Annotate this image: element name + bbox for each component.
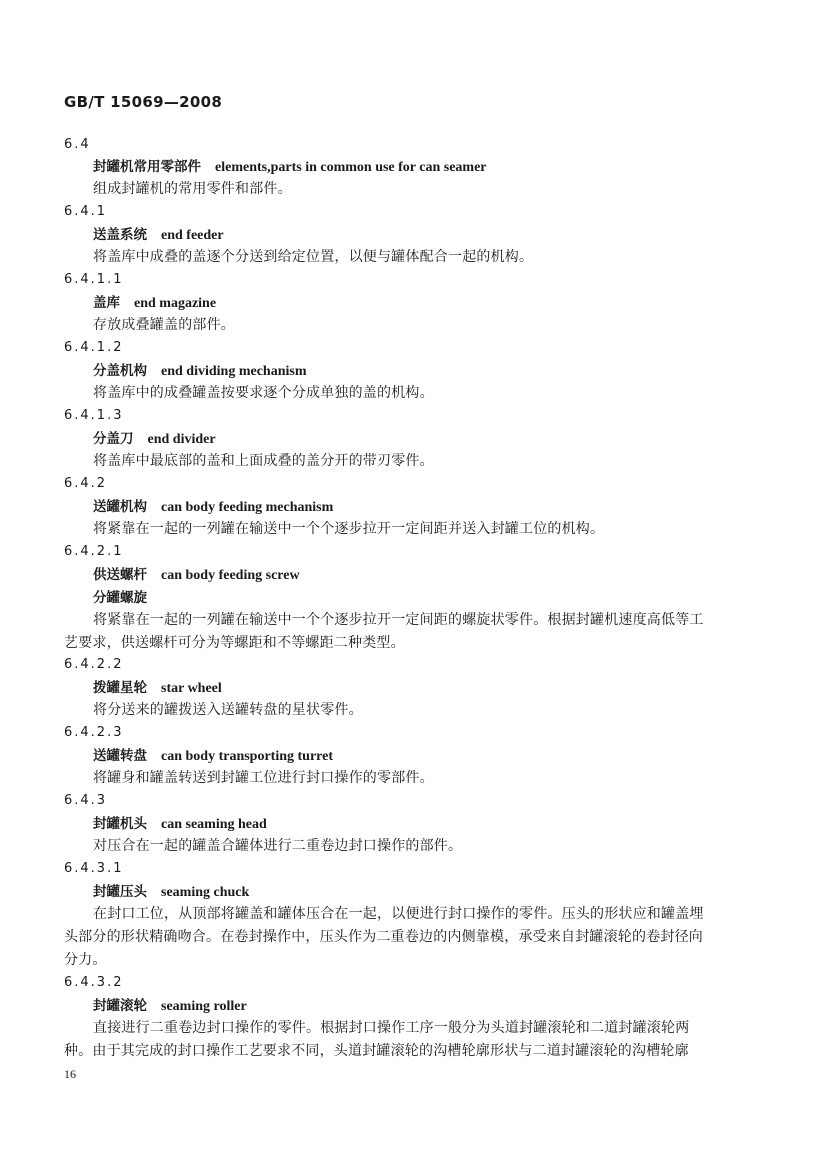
term-definition: 将盖库中的成叠罐盖按要求逐个分成单独的盖的机构。: [93, 385, 434, 401]
term-en: elements,parts in common use for can seamer: [215, 160, 487, 175]
term-en: can body transporting turret: [161, 749, 334, 764]
term-zh: 送罐转盘: [93, 748, 147, 764]
term-title: [93, 224, 224, 247]
term-definition: 存放成叠罐盖的部件。: [93, 317, 235, 333]
clause-number: 6.4.2: [64, 476, 108, 491]
standard-header: GB/T 15069—2008: [64, 93, 223, 111]
clause-number: 6.4: [64, 137, 91, 152]
term-zh: 供送螺杆: [93, 567, 147, 583]
term-en: can seaming head: [161, 817, 267, 832]
term-definition: 将罐身和罐盖转送到封罐工位进行封口操作的零部件。: [93, 770, 434, 786]
term-synonym: 分罐螺旋: [93, 590, 147, 606]
term-zh: 封罐机头: [93, 816, 147, 832]
term-definition: 将盖库中最底部的盖和上面成叠的盖分开的带刃零件。: [93, 453, 434, 469]
term-title: [93, 881, 249, 904]
term-definition: 将紧靠在一起的一列罐在输送中一个个逐步拉开一定间距并送入封罐工位的机构。: [93, 521, 605, 537]
clause-number: 6.4.3.1: [64, 861, 124, 876]
term-title: [93, 813, 267, 836]
term-zh: 封罐机常用零部件: [93, 159, 201, 175]
clause-number: 6.4.1.1: [64, 272, 124, 287]
clause-number: 6.4.3: [64, 793, 108, 808]
term-title: [93, 360, 306, 383]
term-en: seaming roller: [161, 999, 247, 1014]
term-zh: 送盖系统: [93, 227, 147, 243]
clause-number: 6.4.1: [64, 204, 108, 219]
term-en: end divider: [147, 432, 216, 447]
term-definition: 将盖库中成叠的盖逐个分送到给定位置，以便与罐体配合一起的机构。: [93, 249, 534, 265]
page-number: 16: [64, 1067, 76, 1081]
term-title: [93, 496, 333, 519]
term-zh: 盖库: [93, 295, 120, 311]
term-zh: 分盖刀: [93, 431, 134, 447]
term-en: end feeder: [161, 228, 224, 243]
term-title: [93, 564, 300, 587]
term-definition: 将分送来的罐拨送入送罐转盘的星状零件。: [93, 702, 363, 718]
term-zh: 封罐滚轮: [93, 998, 147, 1014]
term-title: [93, 745, 333, 768]
clause-number: 6.4.2.3: [64, 725, 124, 740]
clause-number: 6.4.3.2: [64, 975, 124, 990]
term-en: end dividing mechanism: [161, 364, 307, 379]
clause-number: 6.4.1.3: [64, 408, 124, 423]
term-definition: 组成封罐机的常用零件和部件。: [93, 181, 292, 197]
clause-number: 6.4.2.1: [64, 544, 124, 559]
term-definition: 对压合在一起的罐盖合罐体进行二重卷边封口操作的部件。: [93, 838, 463, 854]
term-title: [93, 156, 487, 179]
term-zh: 分盖机构: [93, 363, 147, 379]
clause-number: 6.4.2.2: [64, 657, 124, 672]
term-title: [93, 995, 247, 1018]
term-definition: 将紧靠在一起的一列罐在输送中一个个逐步拉开一定间距的螺旋状零件。根据封罐机速度高低等工艺要求，供送螺杆可分为等螺距和不等螺距二种类型。: [64, 612, 704, 651]
term-title: [93, 292, 216, 315]
term-en: can body feeding screw: [161, 568, 300, 583]
term-en: star wheel: [161, 681, 222, 696]
term-definition: 直接进行二重卷边封口操作的零件。根据封口操作工序一般分为头道封罐滚轮和二道封罐滚轮两种。由于其完成的封口操作工艺要求不同，头道封罐滚轮的沟槽轮廓形状与二道封罐滚轮的沟槽轮廓: [64, 1020, 690, 1059]
term-title: [93, 677, 222, 700]
term-zh: 封罐压头: [93, 884, 147, 900]
clause-number: 6.4.1.2: [64, 340, 124, 355]
term-title: [93, 428, 216, 451]
term-zh: 拨罐星轮: [93, 680, 147, 696]
term-en: can body feeding mechanism: [161, 500, 334, 515]
term-en: seaming chuck: [161, 885, 250, 900]
term-en: end magazine: [134, 296, 217, 311]
term-zh: 送罐机构: [93, 499, 147, 515]
term-definition: 在封口工位，从顶部将罐盖和罐体压合在一起，以便进行封口操作的零件。压头的形状应和罐盖埋头部分的形状精确吻合。在卷封操作中，压头作为二重卷边的内侧靠模，承受来自封罐滚轮的卷封径向分力。: [64, 906, 704, 968]
